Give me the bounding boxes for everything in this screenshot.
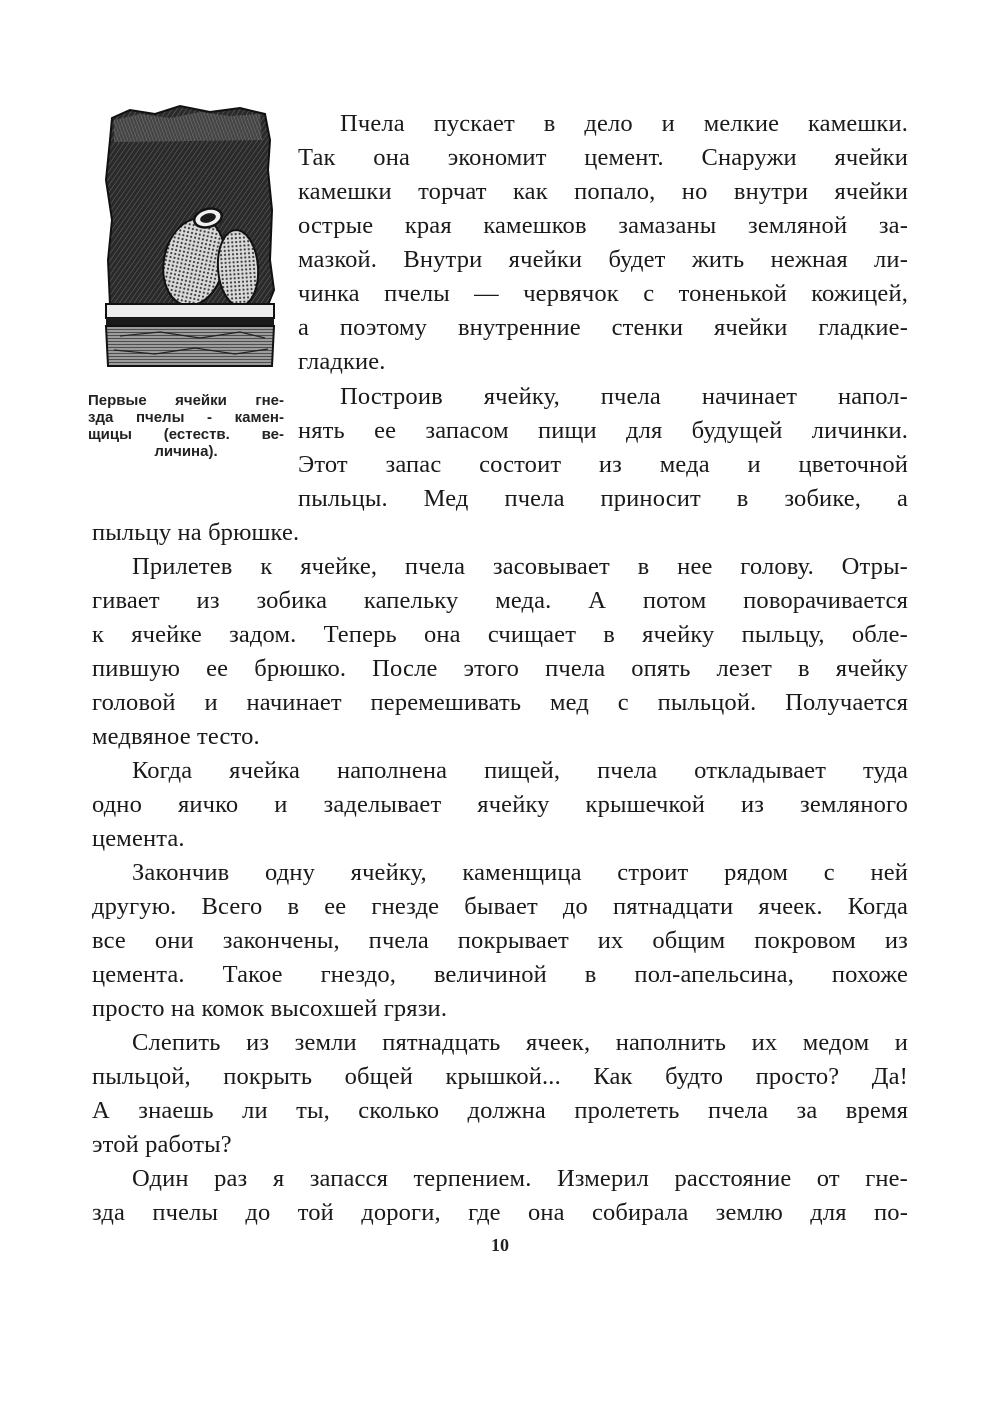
text-line: одно яичко и заделывает ячейку крышечкой из земляного [92,791,908,818]
text-line: цемента. [92,825,185,852]
caption-line: личина). [154,443,218,460]
text-line: Этот запас состоит из меда и цветочной [298,451,908,478]
text-line: зда пчелы до той дороги, где она собирала землю для по- [92,1199,908,1226]
text-line: цемента. Такое гнездо, величиной в пол-апельсина, похоже [92,961,908,988]
text-line: медвяное тесто. [92,723,260,750]
text-line: Так она экономит цемент. Снаружи ячейки [298,144,908,171]
text-line: Пчела пускает в дело и мелкие камешки. [340,110,908,137]
text-line: Прилетев к ячейке, пчела засовывает в нее голову. Отры- [132,553,908,580]
text-line: гивает из зобика капельку меда. А потом поворачивается [92,587,908,614]
caption-line: Первые ячейки гне- [88,392,284,409]
text-line: Один раз я запасся терпением. Измерил расстояние от гне- [132,1165,908,1192]
caption-line: зда пчелы - камен- [88,409,284,426]
text-line: Построив ячейку, пчела начинает напол- [340,383,908,410]
text-line: пившую ее брюшко. После этого пчела опять лезет в ячейку [92,655,908,682]
caption-line: щицы (естеств. ве- [88,426,284,443]
text-line: пыльцу на брюшке. [92,519,300,546]
text-line: нять ее запасом пищи для будущей личинки. [298,417,908,444]
text-line: пыльцы. Мед пчела приносит в зобике, а [298,485,908,512]
text-line: чинка пчелы — червячок с тоненькой кожицей, [298,280,908,307]
text-line: Слепить из земли пятнадцать ячеек, наполнить их медом и [132,1029,908,1056]
text-line: другую. Всего в ее гнезде бывает до пятнадцати ячеек. Когда [92,893,908,920]
text-line: А знаешь ли ты, сколько должна пролететь пчела за время [92,1097,908,1124]
text-line: гладкие. [298,348,386,375]
text-line: пыльцой, покрыть общей крышкой... Как будто просто? Да! [92,1063,908,1090]
text-line: головой и начинает перемешивать мед с пыльцой. Получается [92,689,908,716]
text-line: камешки торчат как попало, но внутри ячейки [298,178,908,205]
text-line: а поэтому внутренние стенки ячейки гладкие- [298,314,908,341]
text-line: острые края камешков замазаны земляной за- [298,212,908,239]
text-line: Закончив одну ячейку, каменщица строит рядом с ней [132,859,908,886]
text-line: этой работы? [92,1131,232,1158]
text-line: мазкой. Внутри ячейки будет жить нежная ли- [298,246,908,273]
text-line: просто на комок высохшей грязи. [92,995,448,1022]
text-line: Когда ячейка наполнена пищей, пчела откладывает туда [132,757,908,784]
text-line: к ячейке задом. Теперь она счищает в ячейку пыльцу, обле- [92,621,908,648]
page-number: 10 [491,1235,509,1255]
text-line: все они закончены, пчела покрывает их общим покровом из [92,927,908,954]
